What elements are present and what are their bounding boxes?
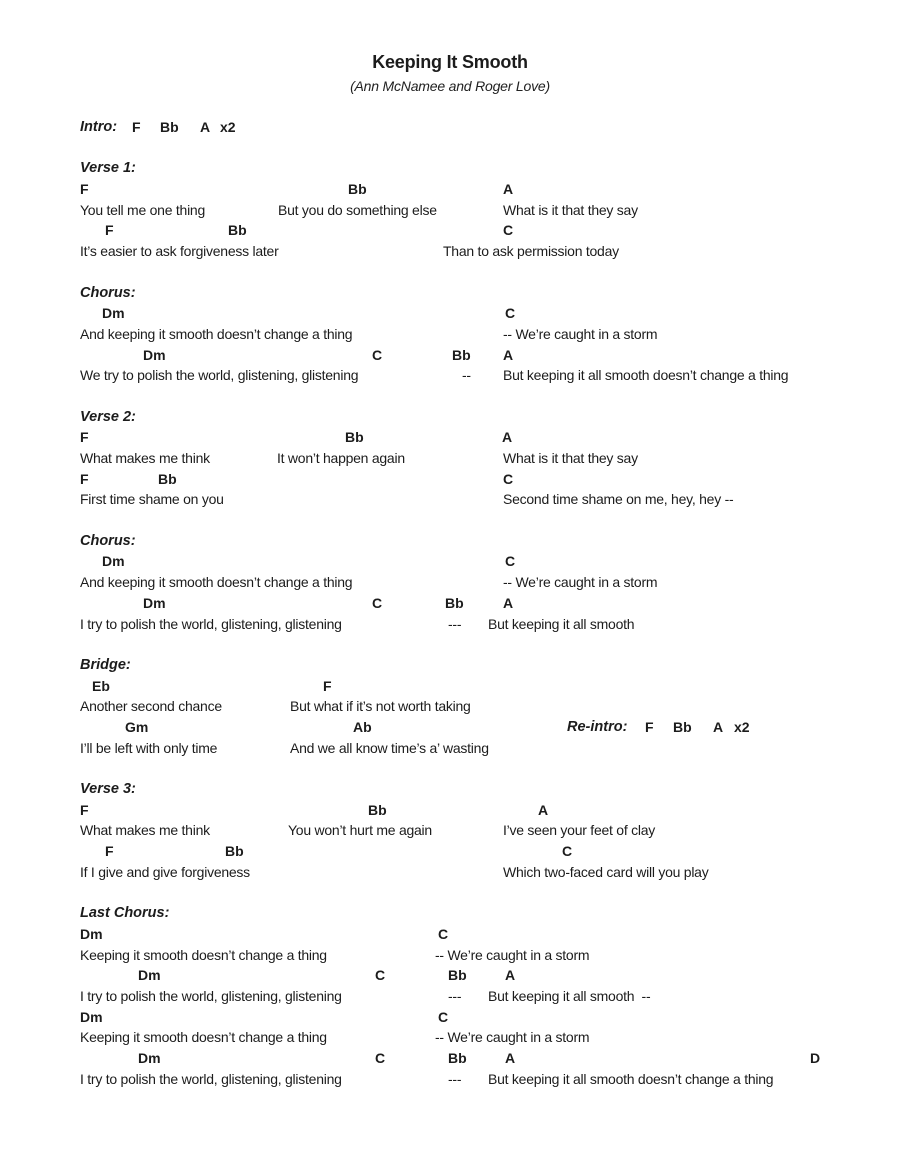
song-line — [0, 427, 900, 448]
chord: C — [505, 553, 516, 570]
song-line — [0, 572, 900, 593]
chord: Bb — [368, 801, 387, 818]
section-label: Last Chorus: — [80, 905, 170, 922]
chord: Bb — [673, 718, 692, 735]
chord: Dm — [143, 346, 166, 363]
chord: Ab — [353, 718, 372, 735]
chord: Bb — [160, 119, 179, 135]
song-line — [0, 1069, 900, 1090]
section-verse-3 — [0, 779, 900, 882]
song-line — [0, 345, 900, 366]
chord: F — [645, 718, 654, 735]
song-line — [0, 551, 900, 572]
song-title: Keeping It Smooth — [372, 52, 528, 72]
lyric: I try to polish the world, glistening, glistening — [80, 1070, 342, 1087]
lyric: And keeping it smooth doesn’t change a thing — [80, 325, 353, 342]
song-line — [0, 717, 900, 738]
lyric: If I give and give forgiveness — [80, 863, 250, 880]
song-line — [0, 1048, 900, 1069]
song-line — [0, 469, 900, 490]
song-line — [0, 779, 900, 800]
song-line — [0, 283, 900, 304]
chord: F — [80, 470, 89, 487]
song-line — [0, 448, 900, 469]
lyric: -- We’re caught in a storm — [503, 325, 658, 342]
chord: A — [502, 429, 513, 446]
song-line — [0, 655, 900, 676]
lyric: Keeping it smooth doesn’t change a thing — [80, 1029, 327, 1046]
section-verse-1 — [0, 158, 900, 261]
song-line — [0, 593, 900, 614]
song-line — [0, 489, 900, 510]
lyric: I try to polish the world, glistening, glistening — [80, 615, 342, 632]
lyric: Keeping it smooth doesn’t change a thing — [80, 946, 327, 963]
song-header — [0, 52, 900, 94]
chord: D — [810, 1049, 821, 1066]
song-line — [0, 1007, 900, 1028]
lyric: I try to polish the world, glistening, glistening — [80, 987, 342, 1004]
lyric: It won’t happen again — [277, 450, 405, 466]
song-body — [0, 117, 900, 1110]
lyric: It’s easier to ask forgiveness later — [80, 243, 279, 260]
chord: F — [80, 801, 89, 818]
lyric: Second time shame on me, hey, hey -- — [503, 491, 734, 508]
lyric: -- — [462, 367, 471, 384]
lyric: You won’t hurt me again — [288, 822, 432, 839]
song-line — [0, 179, 900, 200]
song-line — [0, 531, 900, 552]
lyric: But keeping it all smooth -- — [488, 987, 651, 1004]
chord: A — [200, 119, 211, 135]
chord: Bb — [348, 181, 367, 198]
lyric: But what if it’s not worth taking — [290, 698, 471, 715]
chord: F — [132, 119, 141, 135]
lyric: Than to ask permission today — [443, 243, 619, 260]
lyric: And we all know time’s a’ wasting — [290, 739, 489, 756]
lyric: What makes me think — [80, 450, 210, 466]
song-line — [0, 241, 900, 262]
section-intro — [0, 117, 900, 138]
section-label: Re-intro: — [567, 718, 628, 735]
section-label: Chorus: — [80, 284, 136, 301]
chord: Bb — [228, 222, 247, 239]
chord: A — [505, 967, 516, 984]
song-line — [0, 924, 900, 945]
section-bridge — [0, 655, 900, 758]
chord: Dm — [138, 967, 161, 984]
chord: Bb — [345, 429, 364, 446]
chord: F — [323, 677, 332, 694]
lyric: But keeping it all smooth doesn’t change a thing — [503, 367, 789, 384]
chord: Bb — [448, 967, 467, 984]
lyric: -- We’re caught in a storm — [435, 946, 590, 963]
song-line — [0, 407, 900, 428]
chord: C — [562, 843, 573, 860]
chord: Dm — [80, 1008, 103, 1025]
song-line — [0, 965, 900, 986]
chord: Bb — [448, 1049, 467, 1066]
chord: Bb — [452, 346, 471, 363]
song-line — [0, 945, 900, 966]
lyric: But keeping it all smooth doesn’t change a thing — [488, 1070, 774, 1087]
chord: Gm — [125, 718, 149, 735]
lyric: Which two-faced card will you play — [503, 863, 709, 880]
section-label: Verse 3: — [80, 781, 136, 797]
chord: A — [713, 718, 724, 735]
chord: A — [503, 346, 514, 363]
section-label: Verse 2: — [80, 408, 136, 425]
lyric: Another second chance — [80, 698, 222, 715]
song-line — [0, 303, 900, 324]
song-line — [0, 158, 900, 179]
lyric: What is it that they say — [503, 201, 638, 218]
section-label: Chorus: — [80, 532, 136, 549]
lyric: I’ll be left with only time — [80, 739, 218, 756]
chord: A — [503, 181, 514, 198]
song-line — [0, 986, 900, 1007]
song-line — [0, 200, 900, 221]
chord: Eb — [92, 677, 110, 694]
section-label: Intro: — [80, 119, 118, 135]
song-line — [0, 696, 900, 717]
song-line — [0, 738, 900, 759]
chord: C — [375, 967, 386, 984]
chord: Bb — [445, 594, 464, 611]
chord: A — [538, 801, 549, 818]
chord: Dm — [102, 305, 125, 322]
chord: x2 — [734, 718, 750, 735]
section-chorus-2 — [0, 531, 900, 634]
chord: A — [503, 594, 514, 611]
song-authors: (Ann McNamee and Roger Love) — [350, 78, 550, 94]
lyric: First time shame on you — [80, 491, 224, 508]
lyric: But you do something else — [278, 201, 437, 218]
chord: C — [503, 470, 514, 487]
lyric: --- — [448, 987, 462, 1004]
chord: C — [372, 594, 383, 611]
song-line — [0, 220, 900, 241]
lyric: And keeping it smooth doesn’t change a thing — [80, 574, 353, 591]
chord: Bb — [225, 843, 244, 860]
chord: Dm — [80, 925, 103, 942]
lyric: What makes me think — [80, 822, 210, 839]
chord: C — [503, 222, 514, 239]
lyric: -- We’re caught in a storm — [435, 1029, 590, 1046]
chord: Dm — [102, 553, 125, 570]
section-last-chorus — [0, 903, 900, 1089]
chord: Dm — [143, 594, 166, 611]
section-label: Verse 1: — [80, 160, 136, 177]
lyric: But keeping it all smooth — [488, 615, 635, 632]
chord: C — [438, 1008, 449, 1025]
chord: C — [372, 346, 383, 363]
song-line — [0, 820, 900, 841]
lyric: --- — [448, 615, 462, 632]
song-line — [0, 841, 900, 862]
chord: x2 — [220, 119, 236, 135]
song-line — [0, 614, 900, 635]
lyric: -- We’re caught in a storm — [503, 574, 658, 591]
lyric: --- — [448, 1070, 462, 1087]
song-line — [0, 117, 900, 138]
lyric: I’ve seen your feet of clay — [503, 822, 656, 839]
section-verse-2 — [0, 407, 900, 510]
lyric: What is it that they say — [503, 450, 638, 466]
song-line — [0, 1027, 900, 1048]
song-line — [0, 324, 900, 345]
chord: Dm — [138, 1049, 161, 1066]
lyric: You tell me one thing — [80, 201, 205, 218]
song-line — [0, 676, 900, 697]
chord: C — [375, 1049, 386, 1066]
section-label: Bridge: — [80, 656, 131, 673]
chord: A — [505, 1049, 516, 1066]
song-line — [0, 800, 900, 821]
chord: C — [505, 305, 516, 322]
song-line — [0, 365, 900, 386]
song-line — [0, 862, 900, 883]
lyric: We try to polish the world, glistening, glistening — [80, 367, 359, 384]
chord: F — [80, 181, 89, 198]
chord: F — [105, 843, 114, 860]
chord: F — [80, 429, 89, 446]
chord: C — [438, 925, 449, 942]
section-chorus-1 — [0, 283, 900, 386]
chord: F — [105, 222, 114, 239]
chord: Bb — [158, 470, 177, 487]
song-line — [0, 903, 900, 924]
